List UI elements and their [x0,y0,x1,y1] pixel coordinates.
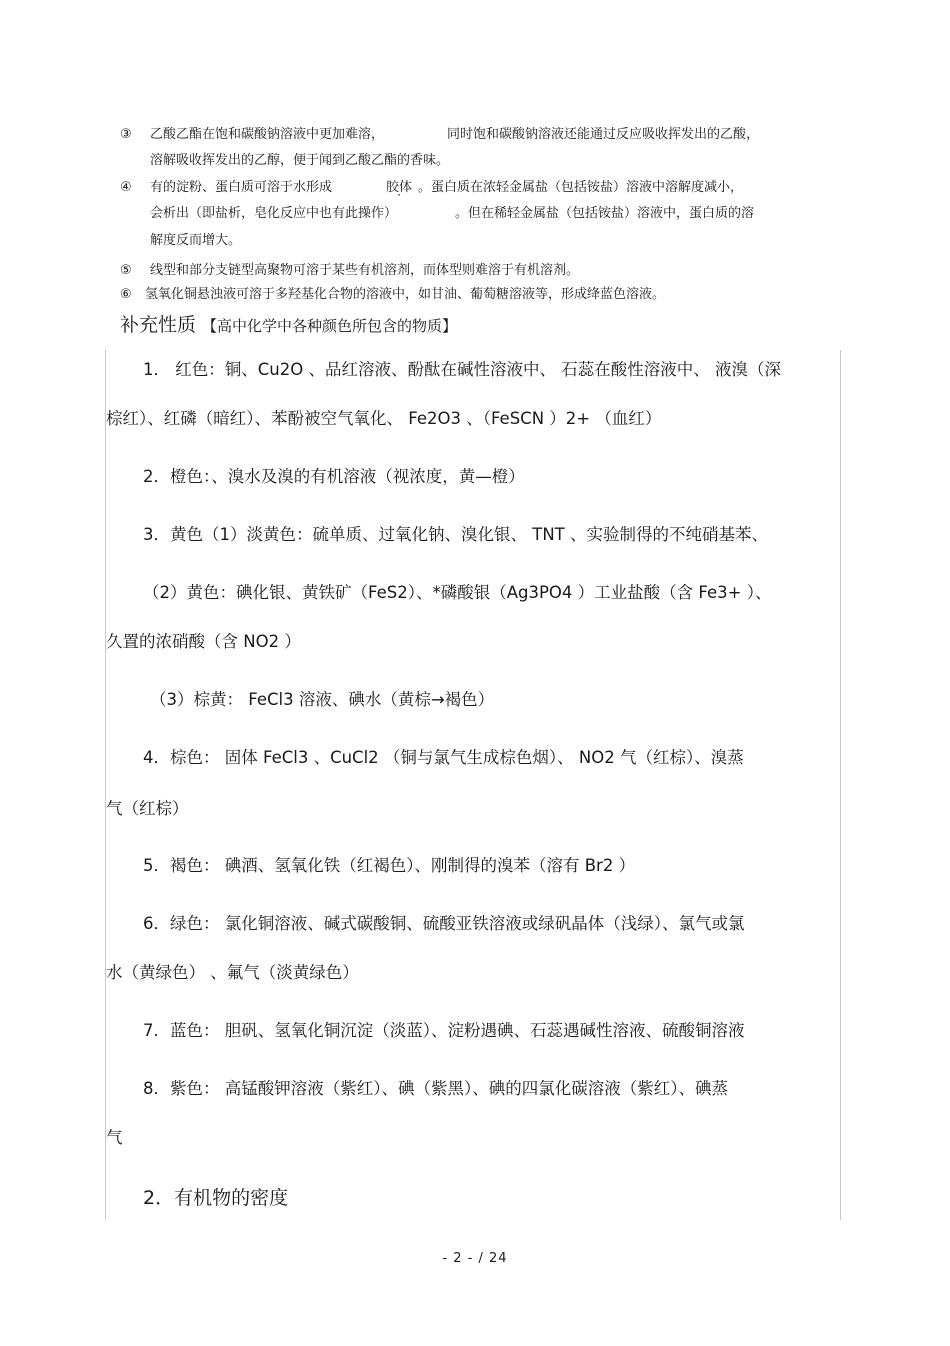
page-number: - 2 - / 24 [442,1251,508,1266]
color-line-yellow-2-cont: 久置的浓硝酸（含 NO2 ） [106,632,301,651]
supplement-title: 补充性质 [120,314,197,336]
note-number: ④ [120,180,132,195]
note-text: 解度反而增大。 [150,233,242,248]
note-text: 有的淀粉、蛋白质可溶于水形成 [150,180,333,195]
note-text: 溶解吸收挥发出的乙醇，便于闻到乙酸乙酯的香味。 [150,153,450,168]
color-line-purple-cont: 气 [106,1128,123,1147]
note-text: 。但在稀轻金属盐（包括铵盐）溶液中，蛋白质的溶 [455,206,755,221]
note-text: 同时饱和碳酸钠溶液还能通过反应吸收挥发出的乙酸， [447,127,760,142]
note-text: 乙酸乙酯在饱和碳酸钠溶液中更加难溶， [150,127,385,142]
section-title-organic-density: 2．有机物的密度 [143,1187,289,1209]
note-text: 。蛋白质在浓轻金属盐（包括铵盐）溶液中溶解度减小， [418,180,744,195]
color-line-brown-cont: 气（红棕） [106,799,189,818]
color-line-green-cont: 水（黄绿色） 、氟气（淡黄绿色） [106,963,359,982]
color-line-blue: 7．蓝色： 胆矾、氢氧化铜沉淀（淡蓝）、淀粉遇碘、石蕊遇碱性溶液、硫酸铜溶液 [143,1021,745,1040]
color-line-green: 6．绿色： 氯化铜溶液、碱式碳酸铜、硫酸亚铁溶液或绿矾晶体（浅绿）、氯气或氯 [143,914,745,933]
color-line-yellow-3: （3）棕黄： FeCl3 溶液、碘水（黄棕→褐色） [150,690,495,709]
note-text: 会析出（即盐析，皂化反应中也有此操作） [150,206,398,221]
note-number: ⑥ [120,287,132,302]
color-line-dark-brown: 5．褐色： 碘酒、氢氧化铁（红褐色）、刚制得的溴苯（溶有 Br2 ） [143,856,636,875]
color-line-red-cont: 棕红）、红磷（暗红）、苯酚被空气氧化、 Fe2O3 、（FeSCN ）2+ （血红） [106,409,662,428]
note-number: ③ [120,127,132,142]
note-text: 线型和部分支链型高聚物可溶于某些有机溶剂，而体型则难溶于有机溶剂。 [150,263,580,278]
color-line-orange: 2．橙色：、溴水及溴的有机溶液（视浓度，黄—橙） [143,467,525,486]
note-text: 氢氧化铜悬浊液可溶于多羟基化合物的溶液中，如甘油、葡萄糖溶液等，形成绛蓝色溶液。 [145,287,666,302]
supplement-subtitle: 【高中化学中各种颜色所包含的物质】 [202,317,458,335]
color-line-brown: 4．棕色： 固体 FeCl3 、CuCl2 （铜与氯气生成棕色烟）、 NO2 气（红棕）、溴蒸 [143,748,744,767]
color-line-red: 1． 红色：铜、Cu2O 、品红溶液、酚酞在碱性溶液中、 石蕊在酸性溶液中、 液溴（深 [143,360,781,379]
box-border-left [105,350,106,1220]
note-number: ⑤ [120,263,132,278]
supplement-heading [120,310,457,337]
box-border-right [840,350,841,1220]
note-emphasis: 胶体 · [386,179,412,196]
color-line-yellow-2: （2）黄色：碘化银、黄铁矿（FeS2）、*磷酸银（Ag3PO4 ）工业盐酸（含 Fe3+ ）、 [143,583,772,602]
color-line-purple: 8．紫色： 高锰酸钾溶液（紫红）、碘（紫黑）、碘的四氯化碳溶液（紫红）、碘蒸 [143,1079,728,1098]
color-line-yellow-1: 3．黄色（1）淡黄色：硫单质、过氧化钠、溴化银、 TNT 、实验制得的不纯硝基苯、 [143,525,768,544]
